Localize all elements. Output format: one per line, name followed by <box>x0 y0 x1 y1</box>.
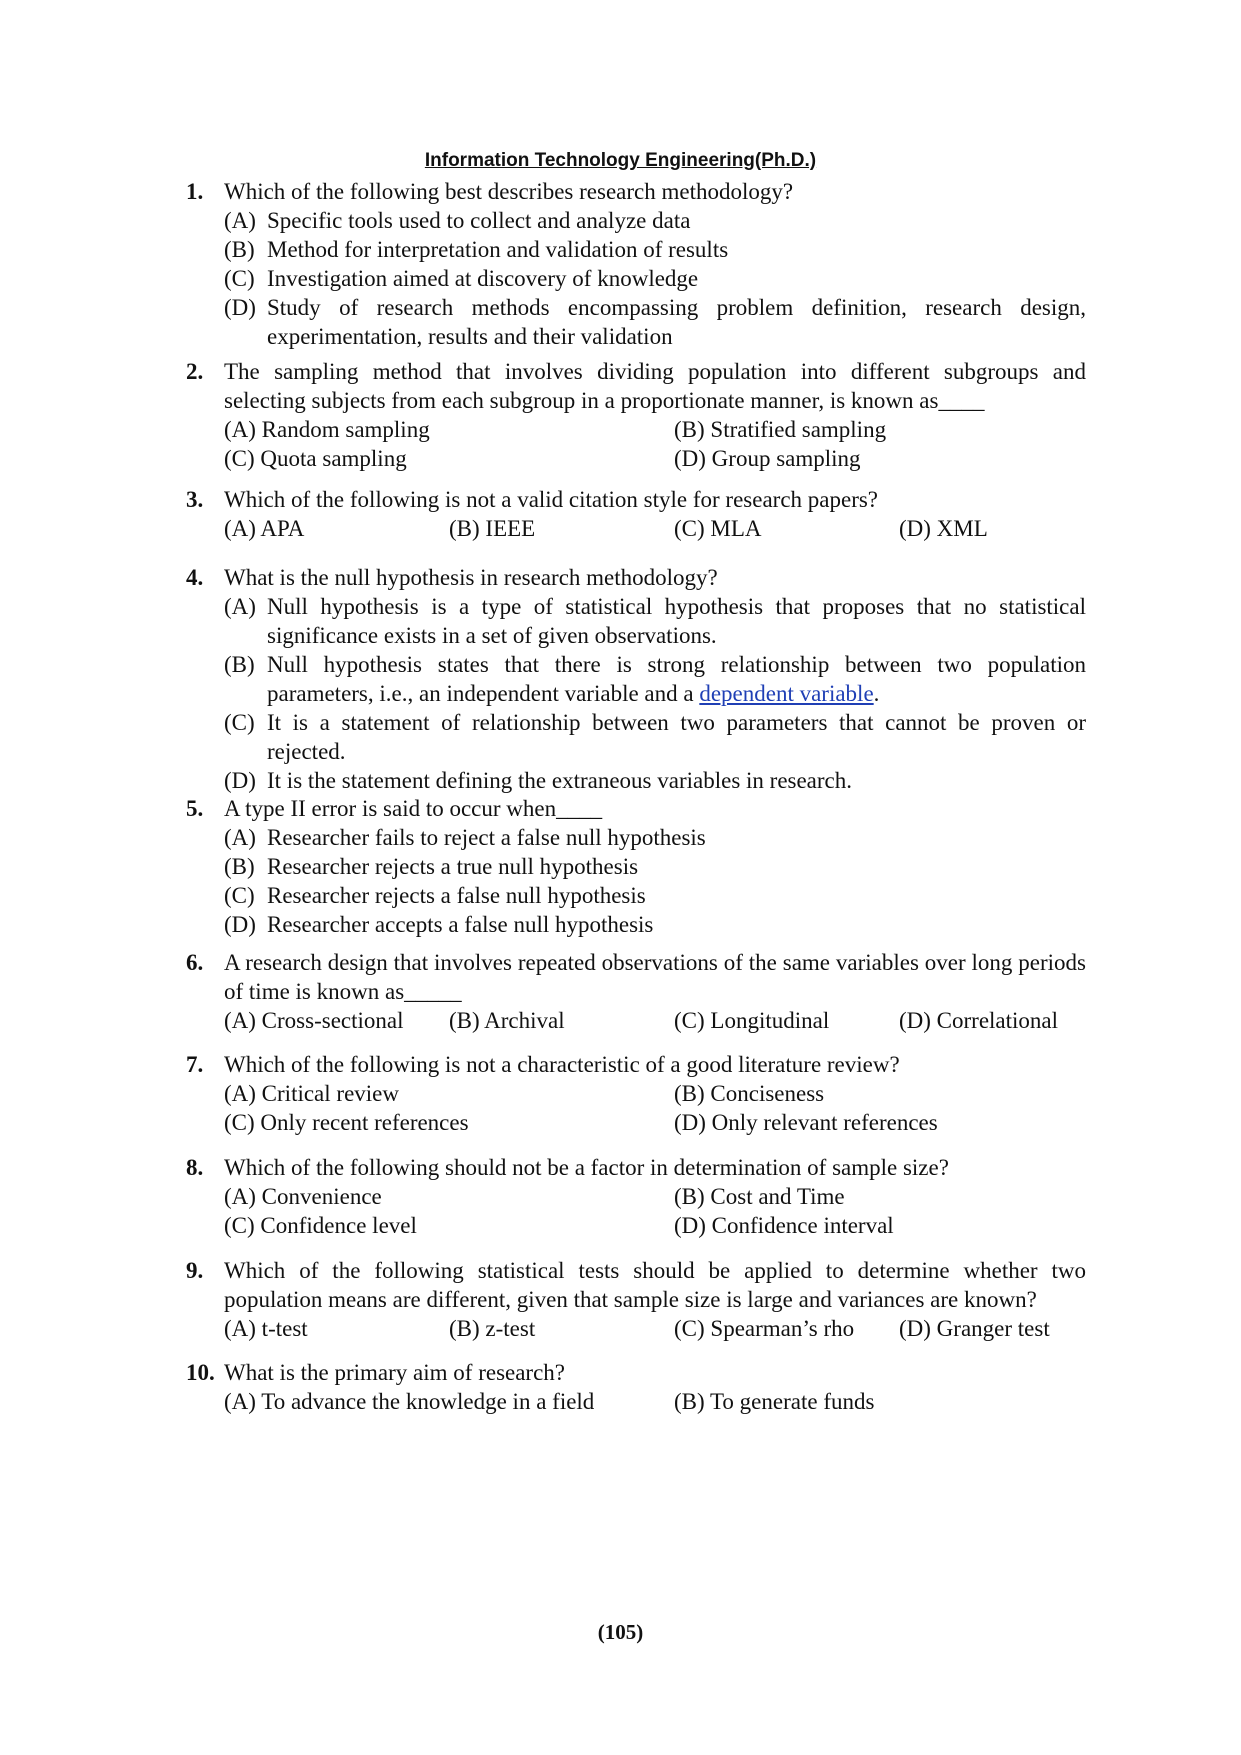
option-text: Investigation aimed at discovery of knowledge <box>267 266 699 291</box>
option-label: (A) <box>224 594 256 619</box>
option-label: (B) <box>224 652 255 677</box>
question-text: Which of the following statistical tests should be applied to determine whether two population means are different, given that sample size is large and variances are known? <box>224 1258 1086 1312</box>
question-7 <box>186 1050 1086 1137</box>
dependent-variable-link[interactable]: dependent variable <box>699 681 874 706</box>
question-number: 9. <box>186 1258 204 1283</box>
question-text: Which of the following is not a characteristic of a good literature review? <box>224 1052 900 1077</box>
option-b: (B) To generate funds <box>674 1389 875 1414</box>
options-grid <box>224 1387 1086 1416</box>
options-grid <box>224 514 1086 543</box>
option-text: Null hypothesis is a type of statistical hypothesis that proposes that no statistical significance exists in a set of given observations. <box>267 594 1086 648</box>
option-c <box>224 264 1086 293</box>
option-text: Researcher rejects a false null hypothesis <box>267 883 646 908</box>
question-2 <box>186 357 1086 473</box>
question-text: What is the primary aim of research? <box>224 1360 566 1385</box>
option-d <box>224 293 1086 351</box>
option-b: (B) Stratified sampling <box>674 417 887 442</box>
page-number: (105) <box>597 1620 644 1644</box>
option-text: Researcher rejects a true null hypothesis <box>267 854 639 879</box>
page-title: Information Technology Engineering(Ph.D.) <box>424 150 817 171</box>
question-1 <box>186 177 1086 351</box>
question-text: Which of the following best describes research methodology? <box>224 179 794 204</box>
option-text <box>267 650 1086 708</box>
option-c: (C) Confidence level <box>224 1213 417 1238</box>
options-grid <box>224 1182 1086 1240</box>
options-grid <box>224 1006 1086 1035</box>
option-a <box>224 592 1086 650</box>
option-label: (C) <box>224 710 255 735</box>
option-label: (C) <box>224 883 255 908</box>
option-label: (C) <box>224 266 255 291</box>
question-4 <box>186 563 1086 795</box>
question-number: 3. <box>186 487 204 512</box>
question-number: 2. <box>186 359 204 384</box>
option-c: (C) Longitudinal <box>674 1008 830 1033</box>
option-text: Specific tools used to collect and analyze data <box>267 208 691 233</box>
option-label: (A) <box>224 825 256 850</box>
question-6 <box>186 948 1086 1035</box>
option-c: (C) Only recent references <box>224 1110 469 1135</box>
option-a: (A) Random sampling <box>224 417 430 442</box>
option-b: (B) IEEE <box>449 516 536 541</box>
option-text: Method for interpretation and validation of results <box>267 237 729 262</box>
question-5 <box>186 794 1086 939</box>
option-text: Researcher fails to reject a false null hypothesis <box>267 825 706 850</box>
option-a: (A) Critical review <box>224 1081 399 1106</box>
option-a: (A) To advance the knowledge in a field <box>224 1389 595 1414</box>
question-number: 4. <box>186 565 204 590</box>
option-b <box>224 235 1086 264</box>
option-d: (D) Confidence interval <box>674 1213 894 1238</box>
option-c <box>224 708 1086 766</box>
option-b: (B) Conciseness <box>674 1081 825 1106</box>
question-text: A type II error is said to occur when____ <box>224 796 603 821</box>
option-a <box>224 206 1086 235</box>
options-list <box>224 592 1086 795</box>
option-a <box>224 823 1086 852</box>
option-label: (D) <box>224 912 256 937</box>
option-a: (A) Cross-sectional <box>224 1008 404 1033</box>
question-number: 6. <box>186 950 204 975</box>
option-b: (B) z-test <box>449 1316 536 1341</box>
question-text: Which of the following should not be a factor in determination of sample size? <box>224 1155 949 1180</box>
option-c <box>224 881 1086 910</box>
option-text: Study of research methods encompassing problem definition, research design, experimentation, results and their validation <box>267 295 1086 349</box>
question-10 <box>186 1358 1086 1416</box>
question-9 <box>186 1256 1086 1343</box>
question-number: 7. <box>186 1052 204 1077</box>
question-number: 5. <box>186 796 204 821</box>
option-c: (C) Quota sampling <box>224 446 407 471</box>
option-d: (D) Correlational <box>899 1008 1059 1033</box>
option-a: (A) Convenience <box>224 1184 382 1209</box>
option-c: (C) MLA <box>674 516 762 541</box>
question-text: What is the null hypothesis in research methodology? <box>224 565 718 590</box>
question-number: 1. <box>186 179 204 204</box>
option-d: (D) Group sampling <box>674 446 861 471</box>
question-number: 10. <box>186 1360 215 1385</box>
option-a: (A) APA <box>224 516 305 541</box>
option-d <box>224 910 1086 939</box>
question-3 <box>186 485 1086 543</box>
option-text: It is the statement defining the extraneous variables in research. <box>267 768 853 793</box>
option-label: (B) <box>224 854 255 879</box>
option-b: (B) Cost and Time <box>674 1184 845 1209</box>
question-text: Which of the following is not a valid citation style for research papers? <box>224 487 879 512</box>
options-grid <box>224 415 1086 473</box>
option-text: It is a statement of relationship between two parameters that cannot be proven or rejected. <box>267 710 1086 764</box>
option-b <box>224 650 1086 708</box>
option-d: (D) Only relevant references <box>674 1110 938 1135</box>
option-label: (D) <box>224 768 256 793</box>
option-text-start: Null hypothesis states that there is strong relationship between two population parameters, i.e., an independent variable and a <box>267 652 1086 706</box>
option-text: Researcher accepts a false null hypothesis <box>267 912 654 937</box>
options-grid <box>224 1079 1086 1137</box>
option-d: (D) Granger test <box>899 1316 1050 1341</box>
option-c: (C) Spearman’s rho <box>674 1316 855 1341</box>
question-number: 8. <box>186 1155 204 1180</box>
question-text: The sampling method that involves dividing population into different subgroups and selecting subjects from each subgroup in a proportionate manner, is known as____ <box>224 359 1086 413</box>
option-b <box>224 852 1086 881</box>
option-label: (D) <box>224 295 256 320</box>
option-d <box>224 766 1086 795</box>
option-label: (A) <box>224 208 256 233</box>
options-list <box>224 206 1086 351</box>
option-text-end: . <box>873 681 880 706</box>
option-a: (A) t-test <box>224 1316 308 1341</box>
option-label: (B) <box>224 237 255 262</box>
question-8 <box>186 1153 1086 1240</box>
options-grid <box>224 1314 1086 1343</box>
option-b: (B) Archival <box>449 1008 565 1033</box>
question-text: A research design that involves repeated observations of the same variables over long periods of time is known as_____ <box>224 950 1086 1004</box>
options-list <box>224 823 1086 939</box>
option-d: (D) XML <box>899 516 988 541</box>
